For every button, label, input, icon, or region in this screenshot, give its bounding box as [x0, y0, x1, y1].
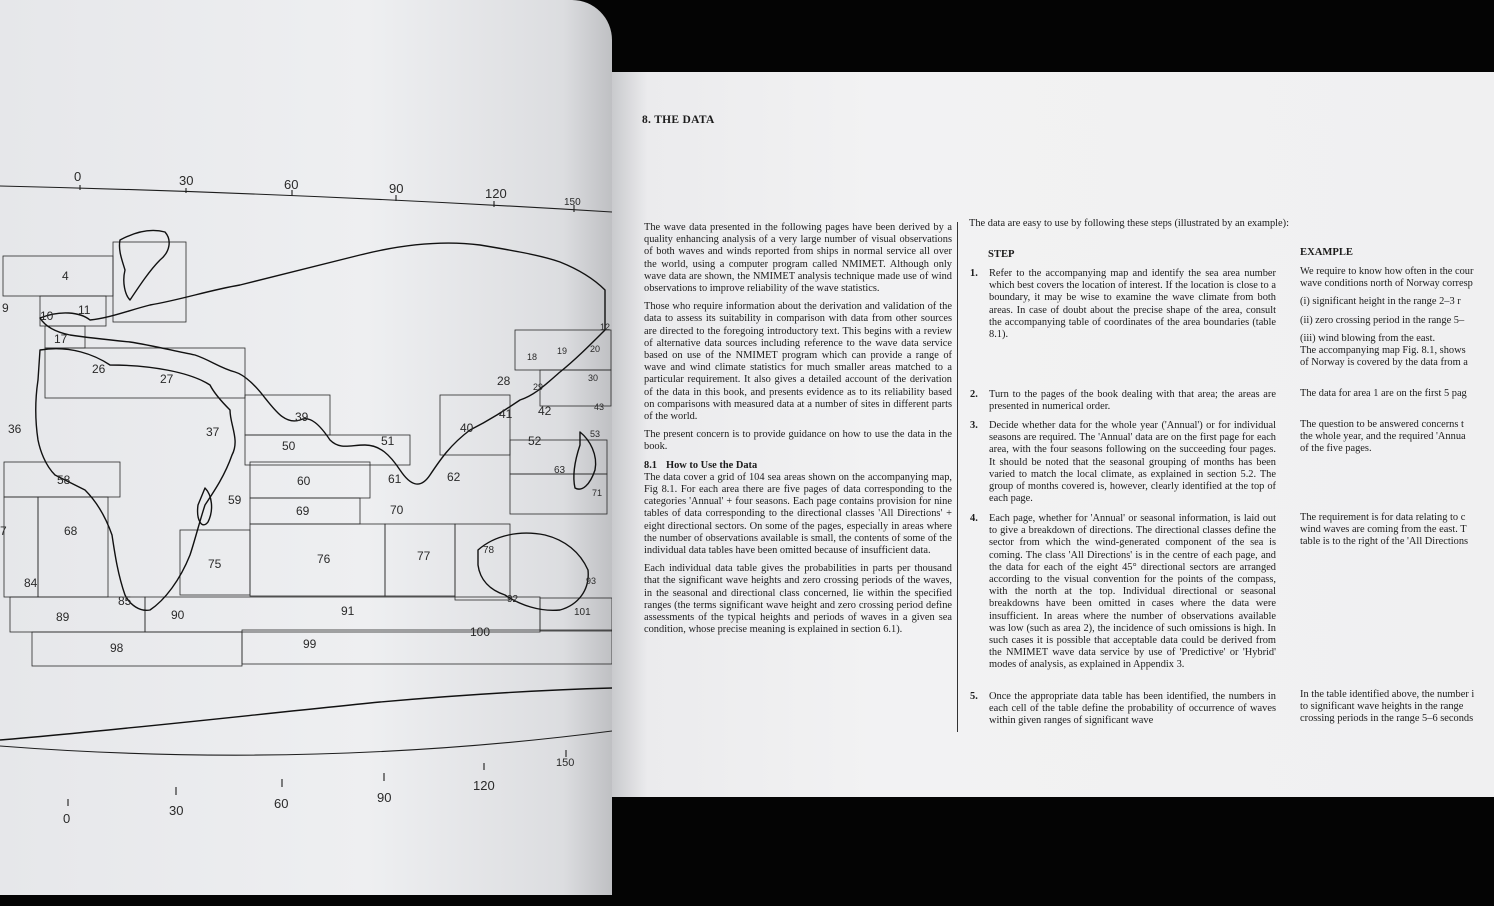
subsection-number: 8.1 [644, 459, 657, 471]
step-4 [970, 513, 1276, 672]
area-label: 100 [470, 625, 491, 639]
area-label: 30 [588, 373, 599, 383]
bottom-tick-label: 30 [169, 803, 184, 818]
example-block [1300, 266, 1494, 369]
area-label: 53 [590, 429, 601, 439]
example-line: the whole year, and the required 'Annua [1300, 431, 1466, 443]
area-label: 27 [160, 372, 174, 386]
example-line: of the five pages. [1300, 443, 1372, 455]
step-text: Refer to the accompanying map and identify the sea area number which best covers the location of interest. If the location is close to a boundary, it may be wise to examine the wave climate from both areas. In case of doubt about the precise shape of the area, consult the accompanying table of coordinates of the area boundaries (table 8.1). [989, 268, 1276, 341]
step-text: Turn to the pages of the book dealing with that area; the areas are presented in numerical order. [989, 389, 1276, 413]
area-label: 93 [586, 576, 597, 586]
area-label: 12 [600, 322, 611, 332]
area-label: 28 [497, 374, 511, 388]
area-label: 71 [592, 488, 603, 498]
area-label: 7 [0, 524, 7, 538]
map-bottom-edge [0, 731, 612, 755]
step-3 [970, 420, 1276, 505]
step-number: 3. [970, 420, 978, 431]
body-paragraph: The data cover a grid of 104 sea areas shown on the accompanying map, Fig 8.1. For each area there are five pages of data corresponding to the categories 'Annual' + four seasons. Each page contains provision for nine tables of data corresponding to the directional classes 'All Directions' + eight directional sectors. On some of the pages, especially in areas where the number of observations available is small, the contents of some of the individual data tables have been omitted because of insufficient data. [644, 471, 952, 557]
bottom-tick-label: 60 [274, 796, 289, 811]
area-label: 50 [282, 439, 296, 453]
area-label: 58 [57, 473, 71, 487]
area-label: 10 [40, 309, 54, 323]
step-number: 4. [970, 513, 978, 524]
intro-paragraph: The present concern is to provide guidance on how to use the data in the book. [644, 429, 952, 453]
bottom-tick-label: 120 [473, 778, 495, 793]
area-label: 43 [594, 402, 605, 412]
example-header: EXAMPLE [1300, 247, 1353, 258]
area-label: 84 [24, 576, 38, 590]
step-1 [970, 268, 1276, 341]
australia-outline [478, 533, 588, 610]
intro-paragraph: Those who require information about the derivation and validation of the data to assess its suitability in comparison with data from other sources are directed to the foregoing introductory text. This begins with a review of alternative data sources including reference to the wave data service based on use of the NMIMET program which can provide a range of wave and wind climate statistics for much smaller areas matched to a particular requirement. It also gives a detailed account of the derivation of the data in this book, and presents evidence as to its reliability based on comparisons with measured data at a number of sites in different parts of the world. [644, 301, 952, 423]
area-label: 99 [303, 637, 317, 651]
step-text: Each page, whether for 'Annual' or seasonal information, is laid out to give a breakdown of directions. The directional classes define the sector from which the wind-generated component of the sea is coming. The class 'All Directions' is in the centre of each page, and the data for each of the eight 45° directional sectors are arranged according to the visual convention for the points of the compass, with the north at the top. Individual directional or seasonal breakdowns have been omitted in cases where the data were insufficient. In areas where the number of observations available was low (such as area 2), the incidence of such omissions is high. In such cases it is possible that acceptable data could be derived from the NMIMET wave data service by use of 'Predictive' or 'Hybrid' modes of analysis, as explained in Appendix 3. [989, 513, 1276, 671]
scandinavia-outline [119, 230, 169, 300]
example-block [1300, 689, 1494, 726]
step-text: Once the appropriate data table has been identified, the numbers in each cell of the table define the probability of occurrence of waves within given ranges of significant wave [989, 691, 1276, 727]
section-title: 8. THE DATA [642, 114, 715, 126]
top-tick-label: 150 [564, 197, 581, 208]
intro-paragraph: The wave data presented in the following pages have been derived by a quality enhancing analysis of a very large number of visual observations of both waves and winds reported from ships in normal service all over the world, using a computer program called NMIMET. Although only wave data are shown, the NMIMET analysis technique made use of wind observations to improve reliability of the wave statistics. [644, 222, 952, 295]
area-label: 17 [54, 332, 68, 346]
example-line: wind waves are coming from the east. T [1300, 524, 1467, 536]
area-label: 42 [538, 404, 552, 418]
steps-lead: The data are easy to use by following these steps (illustrated by an example): [969, 218, 1289, 229]
area-label: 26 [92, 362, 106, 376]
step-number: 2. [970, 389, 978, 400]
example-block [1300, 419, 1494, 456]
example-line: The data for area 1 are on the first 5 pag [1300, 388, 1467, 399]
step-2 [970, 389, 1276, 413]
example-line: to significant wave heights in the range [1300, 701, 1464, 713]
area-label: 75 [208, 557, 222, 571]
area-label: 60 [297, 474, 311, 488]
antarctica-outline [0, 688, 612, 740]
top-tick-label: 60 [284, 177, 299, 192]
step-number: 5. [970, 691, 978, 702]
step-number: 1. [970, 268, 978, 279]
bottom-tick-label: 150 [556, 757, 575, 769]
area-label: 101 [574, 607, 591, 618]
example-line: table is to the right of the 'All Directions [1300, 536, 1469, 548]
area-label: 78 [483, 545, 495, 556]
body-paragraph: Each individual data table gives the probabilities in parts per thousand that the significant wave heights and zero crossing periods of the waves, in the seasonal and directional class concerned, lie within the specified ranges (the terms significant wave height and zero crossing period define assessments of the typical heights and periods of waves in a given sea condition, whose precise meaning is explained in section 6.1). [644, 563, 952, 636]
area-label: 19 [557, 346, 568, 356]
column-divider [957, 222, 958, 732]
map-top-edge [0, 186, 612, 212]
example-line: In the table identified above, the number i [1300, 689, 1475, 700]
example-line: wave conditions north of Norway corresp [1300, 278, 1473, 290]
area-label: 70 [390, 503, 404, 517]
area-label: 20 [590, 344, 601, 354]
subsection-title: How to Use the Data [666, 459, 758, 471]
area-label: 68 [64, 524, 78, 538]
area-label: 37 [206, 425, 220, 439]
area-label: 51 [381, 434, 395, 448]
example-line: The requirement is for data relating to c [1300, 512, 1466, 523]
area-label: 85 [118, 594, 132, 608]
area-label: 91 [341, 604, 355, 618]
area-label: 62 [447, 470, 461, 484]
top-tick-label: 90 [389, 181, 404, 196]
area-label: 52 [528, 434, 542, 448]
example-line: (ii) zero crossing period in the range 5– [1300, 314, 1465, 326]
example-block [1300, 512, 1494, 549]
area-label: 76 [317, 552, 331, 566]
area-label: 29 [533, 382, 544, 392]
area-label: 63 [554, 465, 566, 476]
area-label: 39 [295, 410, 309, 424]
eurasia-outline [40, 243, 605, 484]
bottom-tick-label: 90 [377, 790, 392, 805]
example-line: We require to know how often in the cour [1300, 266, 1474, 277]
step-5 [970, 691, 1276, 728]
area-label: 18 [527, 352, 538, 362]
top-tick-label: 0 [74, 169, 82, 184]
area-label: 69 [296, 504, 310, 518]
bottom-tick-label: 0 [63, 811, 71, 826]
area-label: 98 [110, 641, 124, 655]
top-tick-label: 30 [179, 173, 194, 188]
area-label: 36 [8, 422, 22, 436]
top-tick-label: 120 [485, 186, 507, 201]
area-label: 92 [507, 594, 519, 605]
area-label: 77 [417, 549, 431, 563]
area-label: 11 [78, 303, 91, 317]
area-label: 40 [460, 421, 474, 435]
example-line: The question to be answered concerns t [1300, 419, 1464, 430]
step-text: Decide whether data for the whole year ('Annual') or for individual seasons are required. The 'Annual' data are on the first page for each area, with the four seasons following on the succeeding four pages. It should be noted that the seasonal grouping of months has been varied to match the local climate, as explained in section 5.2. The group of months covered is, however, clearly identified at the top of each page. [989, 420, 1276, 505]
subsection-heading [644, 460, 952, 472]
step-header: STEP [988, 249, 1015, 260]
area-label: 59 [228, 493, 242, 507]
area-label: 90 [171, 608, 185, 622]
example-line: (i) significant height in the range 2–3 r [1300, 296, 1461, 308]
intro-column [644, 222, 952, 643]
sea-area-map [0, 0, 612, 895]
area-label: 41 [499, 407, 513, 421]
area-label: 9 [2, 301, 9, 315]
area-label: 4 [62, 269, 69, 283]
example-line: (iii) wind blowing from the east. [1300, 332, 1436, 344]
right-page [612, 72, 1494, 797]
example-line: The accompanying map Fig. 8.1, shows [1300, 345, 1466, 357]
example-line: of Norway is covered by the data from a [1300, 357, 1468, 369]
area-label: 89 [56, 610, 70, 624]
left-page [0, 0, 612, 895]
example-line: crossing periods in the range 5–6 seconds [1300, 713, 1474, 725]
area-label: 61 [388, 472, 402, 486]
